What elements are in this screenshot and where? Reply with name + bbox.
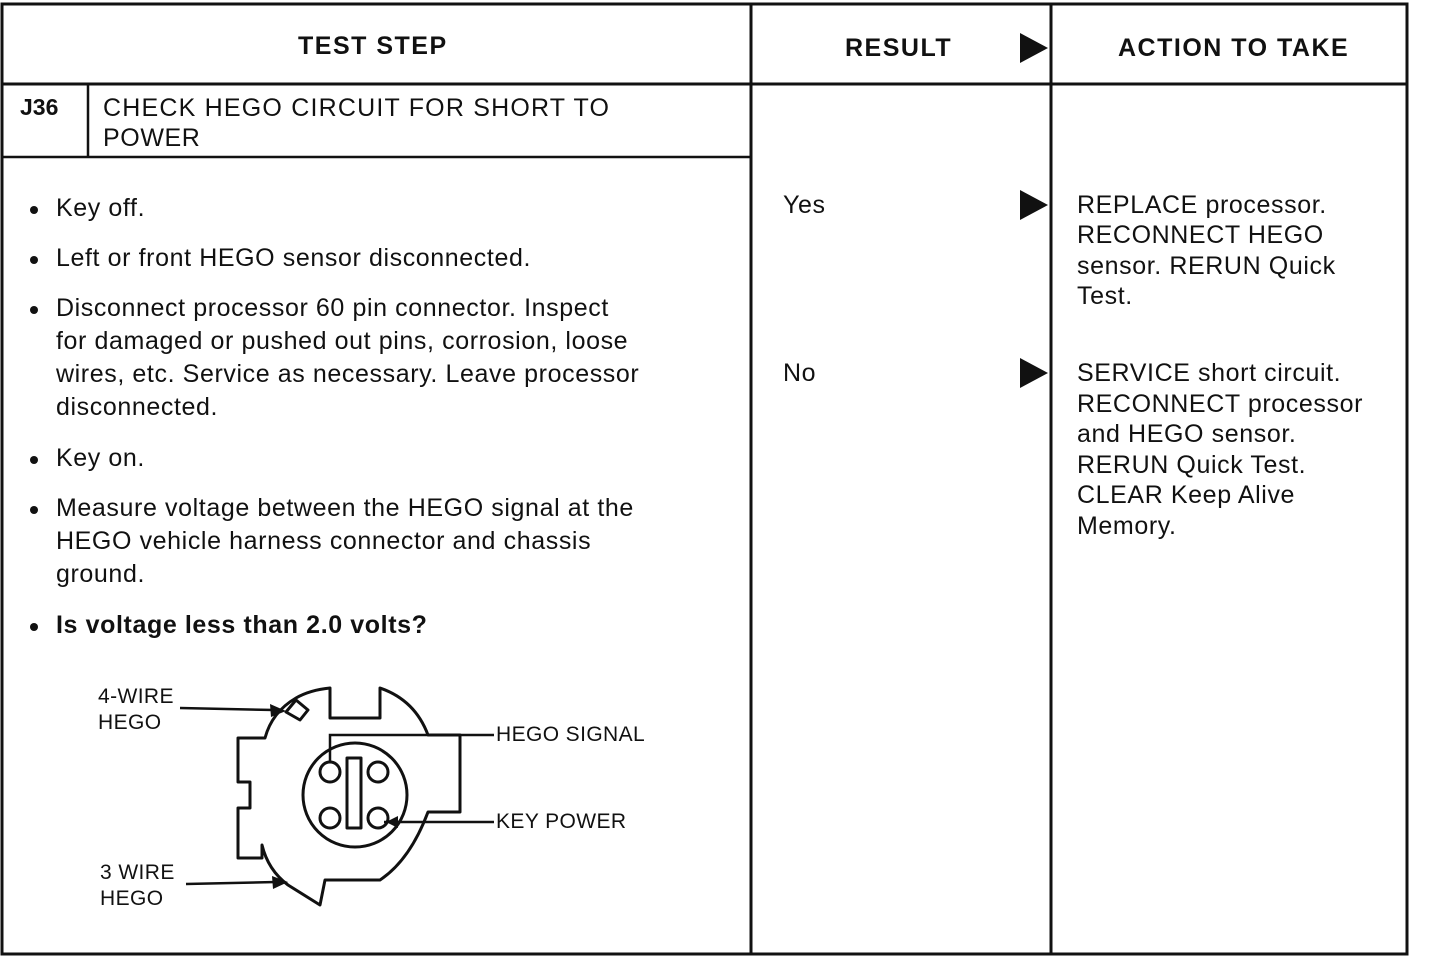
instruction-measure-line2: HEGO vehicle harness connector and chassis [56,527,592,555]
action-no-line3: and HEGO sensor. [1077,420,1297,448]
action-no-line2: RECONNECT processor [1077,390,1363,418]
header-action-to-take: ACTION TO TAKE [1118,34,1350,62]
instruction-disconnect-line4: disconnected. [56,393,219,421]
header-result: RESULT [845,34,953,62]
action-no-line4: RERUN Quick Test. [1077,451,1307,479]
result-yes: Yes [783,191,826,219]
label-3-wire-line2: HEGO [100,887,164,910]
instruction-disconnect-line2: for damaged or pushed out pins, corrosion, loose [56,327,629,355]
header-test-step: TEST STEP [298,32,448,60]
instruction-key-off: Key off. [56,194,146,222]
instruction-disconnect-line1: Disconnect processor 60 pin connector. Inspect [56,294,609,322]
instruction-key-on: Key on. [56,444,145,472]
action-yes-line1: REPLACE processor. [1077,191,1327,219]
action-no-line1: SERVICE short circuit. [1077,359,1342,387]
action-no-line5: CLEAR Keep Alive [1077,481,1296,509]
instruction-sensor-disconnected: Left or front HEGO sensor disconnected. [56,244,532,272]
instruction-measure-line1: Measure voltage between the HEGO signal at the [56,494,634,522]
step-title-line2: POWER [103,124,201,152]
step-title-line1: CHECK HEGO CIRCUIT FOR SHORT TO [103,94,611,122]
step-id: J36 [20,94,59,120]
action-yes-line4: Test. [1077,282,1133,310]
result-no: No [783,359,817,387]
instruction-disconnect-line3: wires, etc. Service as necessary. Leave processor [56,360,640,388]
action-yes-line2: RECONNECT HEGO [1077,221,1324,249]
label-key-power: KEY POWER [496,810,627,833]
action-yes-line3: sensor. RERUN Quick [1077,252,1336,280]
instruction-question: Is voltage less than 2.0 volts? [56,611,428,639]
label-hego-signal: HEGO SIGNAL [496,723,646,746]
label-4-wire-line2: HEGO [98,711,162,734]
instruction-measure-line3: ground. [56,560,145,588]
action-no-line6: Memory. [1077,512,1177,540]
label-4-wire-line1: 4-WIRE [98,685,174,708]
label-3-wire-line1: 3 WIRE [100,861,175,884]
